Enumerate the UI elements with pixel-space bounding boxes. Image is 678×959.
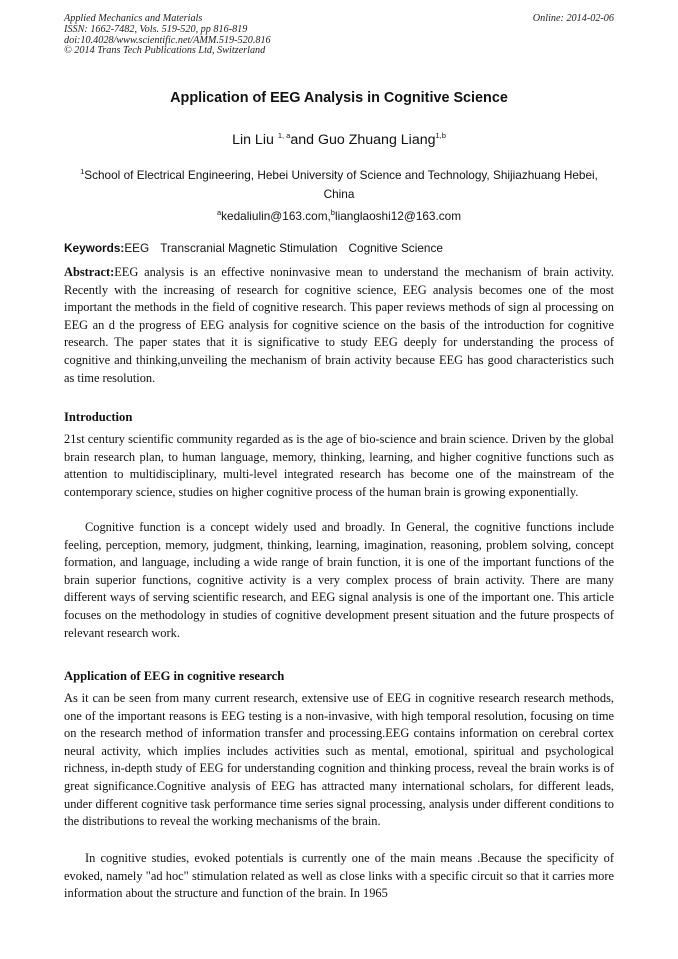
paper-title: Application of EEG Analysis in Cognitive Science (170, 90, 508, 106)
keyword-item: Transcranial Magnetic Stimulation (160, 241, 338, 255)
affiliation-text: School of Electrical Engineering, Hebei University of Science and Technology, Shijiazhuang Hebei, China (84, 168, 598, 201)
email-a: kedaliulin@163.com, (221, 209, 331, 223)
email-b: lianglaoshi12@163.com (334, 209, 462, 223)
keyword-item: EEG (124, 241, 150, 255)
intro-paragraph-1: 21st century scientific community regarded as is the age of bio-science and brain science. Driven by the global brain research plan, to human language, memory, thinking, learning, and higher cognitive functions such as attention to multidisciplinary, multi-level integrated research has become one of the mainstream of the contemporary science, studies on higher cognitive process of the human brain is growing exponentially. (64, 432, 614, 499)
doi-line: doi:10.4028/www.scientific.net/AMM.519-520.816 (64, 34, 271, 46)
copyright-line: © 2014 Trans Tech Publications Ltd, Switzerland (64, 45, 266, 57)
section-heading-application: Application of EEG in cognitive research (64, 669, 285, 683)
journal-name: Applied Mechanics and Materials (64, 13, 203, 24)
author-1: Lin Liu (232, 132, 274, 148)
author-1-sup: 1, a (277, 131, 291, 140)
author-line (0, 132, 678, 148)
application-paragraph-1: As it can be seen from many current research, extensive use of EEG in cognitive research research methods, one of the important reasons is EEG testing is a non-invasive, with high temporal resolution, focusing on time on the research method of information transfer and processing.EEG contains information on cerebral cortex neural activity, which implies includes activities such as mental, emotional, spiritual and psychological richness, in-depth study of EEG for understanding cognition and thinking process, reveal the brain works is of great significance.Cognitive analysis of EEG has attracted many international scholars, for different leads, under different cognitive task performance time series signal processing, analysis under different conditions to the distributions to reveal the working mechanisms of the brain. (64, 691, 614, 829)
application-paragraph-2: In cognitive studies, evoked potentials is currently one of the main means .Because the specificity of evoked, namely "ad hoc" stimulation related as well as close links with a specific circuit so that it carries more information about the structure and function of the brain. In 1965 (64, 851, 614, 901)
journal-header (64, 14, 271, 57)
affiliation-sup: 1 (80, 167, 85, 176)
abstract-text: EEG analysis is an effective noninvasive mean to understand the mechanism of brain activity. Recently with the increasing of research for cognitive science, EEG analysis becomes one of the most important the methods in the field of cognitive research. This paper reviews methods of sign al processing on EEG an d the progress of EEG analysis for cognitive science on the basis of the introduction for cognitive research. The paper states that it is significative to study EEG deeply for understanding the process of cognitive and thinking,unveiling the mechanism of brain activity because EEG has good characteristics such as time resolution. (64, 265, 614, 385)
abstract-label: Abstract: (64, 265, 115, 279)
online-date: Online: 2014-02-06 (532, 13, 614, 24)
keywords-line (64, 241, 454, 255)
email-a-sup: a (216, 208, 222, 217)
keyword-item: Cognitive Science (348, 241, 443, 255)
section-heading-introduction: Introduction (64, 410, 133, 424)
email-line (0, 209, 678, 223)
keywords-label: Keywords: (64, 241, 125, 255)
author-2: and Guo Zhuang Liang (290, 132, 436, 148)
email-b-sup: b (330, 208, 335, 217)
issn-line: ISSN: 1662-7482, Vols. 519-520, pp 816-819 (64, 23, 248, 35)
author-2-sup: 1,b (435, 131, 446, 140)
affiliation (64, 166, 614, 204)
abstract (64, 264, 614, 387)
intro-paragraph-2: Cognitive function is a concept widely used and broadly. In General, the cognitive functions include feeling, perception, memory, judgment, thinking, learning, imagination, reasoning, problem solving, concept formation, and language, including a wide range of brain function, it is one of the important functions of the brain superior functions, cognitive activity is a very complex process of brain activity. There are many different ways of serving scientific research, and EEG signal analysis is one of the important one. This article focuses on the methodology in studies of cognitive development present situation and the future prospects of relevant research work. (64, 520, 614, 640)
